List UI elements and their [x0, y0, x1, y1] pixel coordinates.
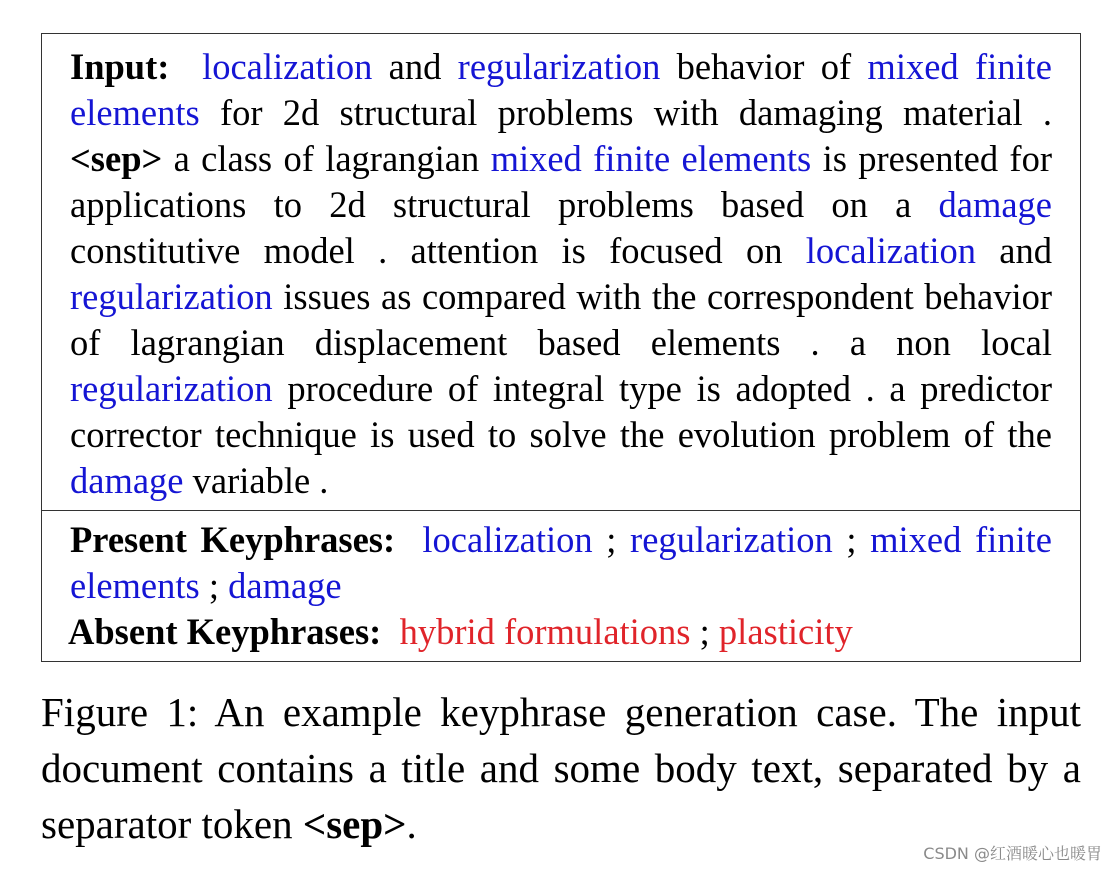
absent-keyphrase: hybrid formulations — [399, 611, 691, 652]
present-keyphrases-label: Present Keyphrases: — [70, 519, 396, 560]
present-keyphrase-highlight: mixed finite elements — [70, 46, 1053, 133]
keyphrase-separator: ; — [832, 519, 871, 560]
watermark: CSDN @红酒暖心也暖胃 — [923, 844, 1102, 863]
input-text-segment: variable . — [183, 460, 329, 501]
input-label: Input: — [70, 46, 170, 87]
input-text-segment: a class of lagrangian — [162, 138, 491, 179]
input-text — [70, 46, 1052, 501]
present-keyphrase: mixed finite elements — [70, 519, 1052, 606]
absent-keyphrase: plasticity — [718, 611, 853, 652]
input-text-segment: behavior of — [660, 46, 868, 87]
present-keyphrase-highlight: localization — [202, 46, 373, 87]
input-text-segment: for 2d structural problems with damaging material . — [199, 92, 1052, 133]
caption-sep-token: <sep> — [302, 801, 407, 847]
input-section — [42, 34, 1080, 510]
present-keyphrase-highlight: regularization — [70, 368, 273, 409]
present-keyphrase-highlight: regularization — [70, 276, 273, 317]
present-keyphrase-highlight: localization — [805, 230, 976, 271]
keyphrase-separator: ; — [690, 611, 719, 652]
figure-caption — [41, 684, 1081, 852]
input-text-segment: is presented for applications to 2d structural problems based on a — [70, 138, 1052, 225]
present-keyphrase: damage — [228, 565, 342, 606]
figure-box — [41, 33, 1081, 662]
keyphrase-separator: ; — [592, 519, 631, 560]
absent-keyphrases-label: Absent Keyphrases: — [68, 611, 382, 652]
present-keyphrase-highlight: damage — [938, 184, 1052, 225]
caption-prefix: Figure 1: An example keyphrase generation case. The input document contains a title and some body text, separated by a separator token — [41, 689, 1081, 847]
present-keyphrases-line — [70, 517, 1052, 609]
present-keyphrase-highlight: regularization — [457, 46, 661, 87]
caption-suffix: . — [406, 801, 417, 847]
input-text-segment: and — [976, 230, 1052, 271]
keyphrase-section — [42, 511, 1080, 661]
sep-token: <sep> — [70, 138, 163, 179]
present-keyphrase-highlight: damage — [70, 460, 184, 501]
present-keyphrase-highlight: mixed finite elements — [490, 138, 812, 179]
present-keyphrase: regularization — [630, 519, 833, 560]
absent-keyphrases-list — [400, 611, 853, 652]
input-text-segment: constitutive model . attention is focused on — [70, 230, 806, 271]
input-text-segment: procedure of integral type is adopted . a predictor corrector technique is used to solve the evolution problem of the — [70, 368, 1052, 455]
absent-keyphrases-line — [68, 609, 1052, 655]
input-text-segment: issues as compared with the correspondent behavior of lagrangian displacement based elements . a non local — [70, 276, 1052, 363]
present-keyphrase: localization — [422, 519, 593, 560]
keyphrase-separator: ; — [199, 565, 229, 606]
input-text-segment: and — [372, 46, 458, 87]
